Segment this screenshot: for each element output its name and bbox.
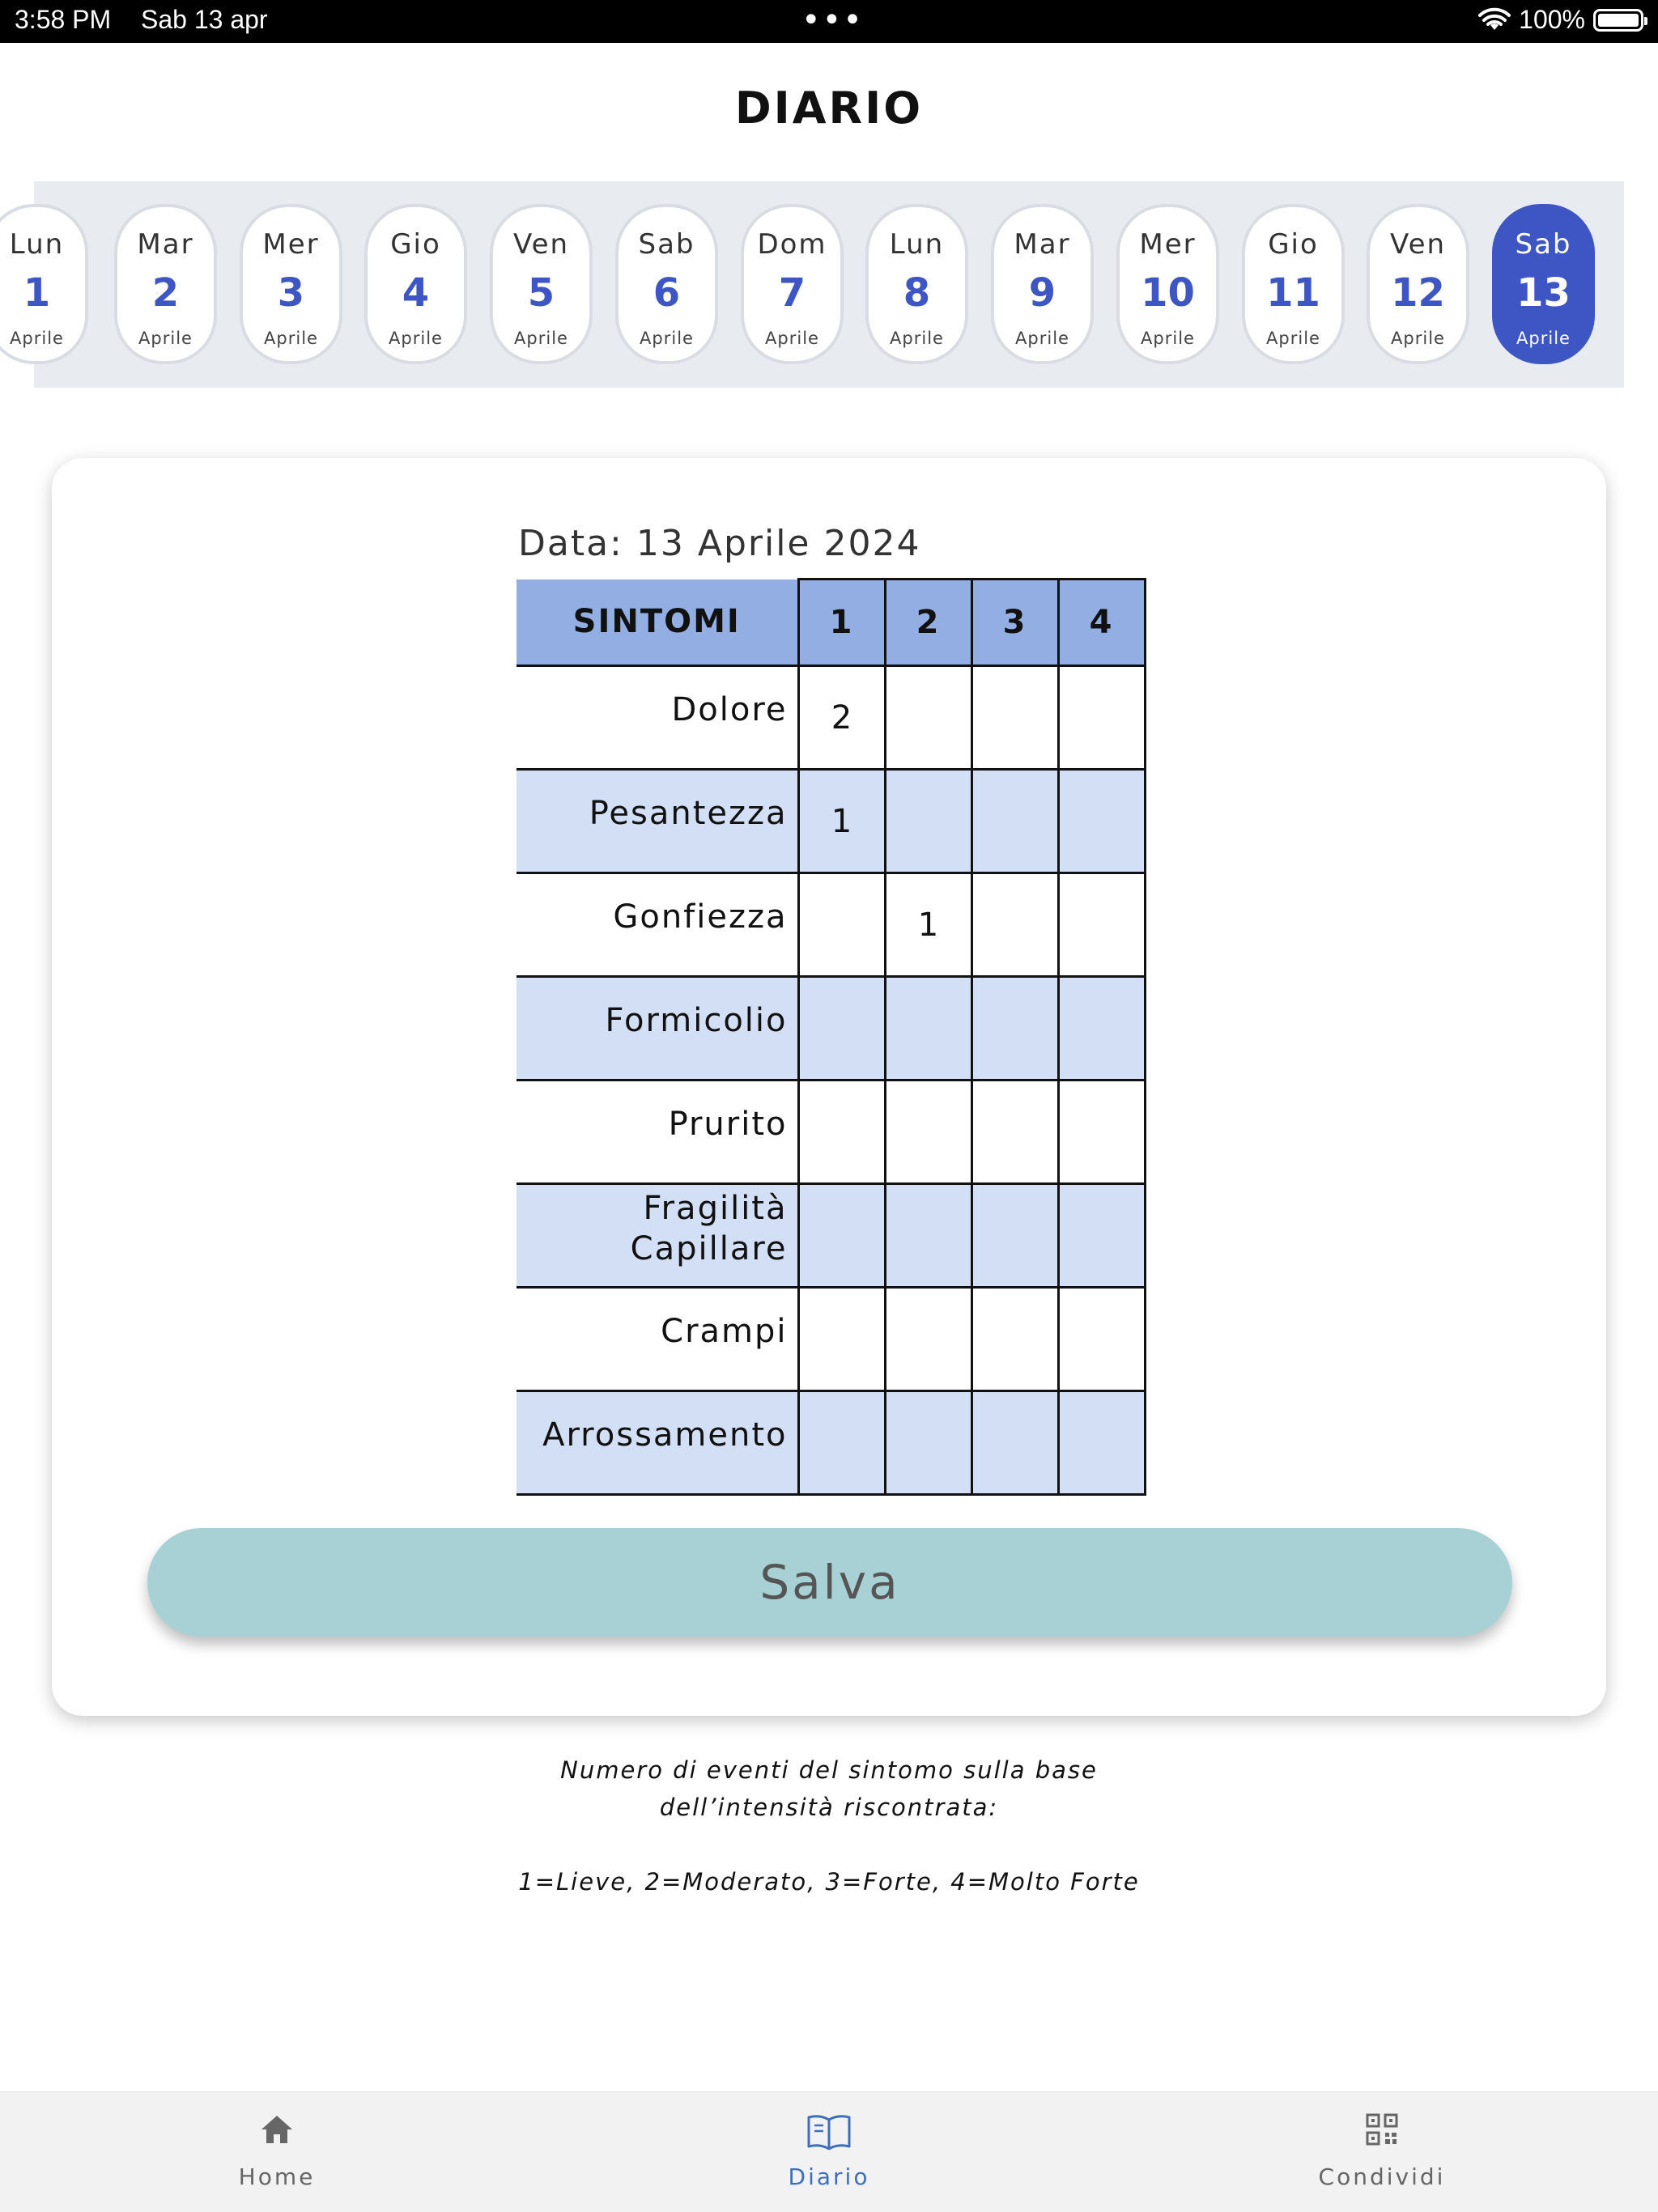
value-cell[interactable] [798,1391,885,1495]
day-pill-5[interactable] [490,204,593,364]
day-pill-2[interactable] [114,204,217,364]
day-pill-dow: Ven [512,228,570,261]
day-pill-dow: Mer [1139,228,1197,261]
battery-icon [1593,9,1643,32]
table-row-gonfiezza [517,873,1145,977]
symptom-name: Formicolio [517,977,798,1081]
symptom-name: Arrossamento [517,1391,798,1495]
day-pill-dow: Gio [1268,228,1319,261]
legend-line-2: dell’intensità riscontrata: [659,1794,999,1821]
day-pill-dow: Sab [1515,228,1572,261]
day-pill-9[interactable] [991,204,1094,364]
value-cell[interactable] [1058,1288,1145,1391]
tab-diario[interactable] [708,2092,950,2212]
open-book-icon [806,2113,852,2150]
status-time: 3:58 PM [15,5,112,34]
day-pill-number: 10 [1141,270,1195,316]
table-row-dolore [517,666,1145,770]
status-bar [0,0,1658,43]
tab-condividi-label: Condividi [1318,2163,1446,2190]
diary-date-label: Data: 13 Aprile 2024 [518,523,921,564]
home-icon [260,2113,294,2146]
day-pill-11[interactable] [1242,204,1345,364]
symptom-name: Crampi [517,1288,798,1391]
value-cell[interactable] [885,1391,971,1495]
day-pill-number: 13 [1516,270,1571,316]
day-pill-month: Aprile [264,329,318,348]
symptom-name: Dolore [517,666,798,770]
day-pill-month: Aprile [1391,329,1445,348]
tab-condividi[interactable] [1261,2092,1503,2212]
symptom-name: Prurito [517,1081,798,1184]
day-pill-dow: Mar [1014,228,1071,261]
day-pill-12[interactable] [1367,204,1469,364]
value-cell[interactable] [1058,977,1145,1081]
value-cell[interactable] [971,1391,1058,1495]
table-row-formicolio [517,977,1145,1081]
value-cell[interactable] [798,1081,885,1184]
multitasking-dots[interactable]: ••• [801,2,864,39]
wifi-icon [1478,8,1511,32]
battery-percent: 100% [1519,5,1585,34]
value-cell[interactable]: 2 [798,666,885,770]
day-pill-number: 2 [151,270,180,316]
day-pill-month: Aprile [890,329,944,348]
day-pill-13-selected[interactable] [1492,204,1595,364]
legend-line-1: Numero di eventi del sintomo sulla base [560,1756,1098,1784]
symptom-name: Fragilità Capillare [517,1184,798,1288]
status-date: Sab 13 apr [141,5,268,34]
day-pill-number: 12 [1391,270,1445,316]
day-pill-month: Aprile [640,329,694,348]
intensity-legend [0,1751,1658,1900]
diary-card [52,458,1606,1716]
bottom-tab-bar [0,2091,1658,2212]
value-cell[interactable] [798,873,885,977]
status-right [1478,5,1643,35]
header-sintomi: SINTOMI [517,580,798,666]
value-cell[interactable] [885,1184,971,1288]
value-cell[interactable] [885,977,971,1081]
value-cell[interactable] [971,873,1058,977]
header-intensity-3: 3 [971,580,1058,666]
table-row-pesantezza [517,770,1145,873]
header-intensity-2: 2 [885,580,971,666]
symptom-name: Gonfiezza [517,873,798,977]
table-row-fragilita-capillare [517,1184,1145,1288]
value-cell[interactable] [885,1288,971,1391]
value-cell[interactable] [1058,1081,1145,1184]
tab-home[interactable] [155,2092,398,2212]
day-pill-6[interactable] [615,204,718,364]
day-pill-number: 7 [778,270,806,316]
day-pill-month: Aprile [1015,329,1069,348]
day-pill-number: 8 [903,270,931,316]
page-title: DIARIO [734,83,924,134]
table-row-crampi [517,1288,1145,1391]
value-cell[interactable] [1058,666,1145,770]
table-row-prurito [517,1081,1145,1184]
day-pill-number: 9 [1028,270,1056,316]
day-pill-month: Aprile [1516,329,1571,348]
day-pill-number: 5 [527,270,555,316]
day-pill-dow: Mer [262,228,320,261]
value-cell[interactable] [971,1288,1058,1391]
value-cell[interactable] [971,666,1058,770]
header-intensity-1: 1 [798,580,885,666]
day-pill-month: Aprile [1141,329,1195,348]
value-cell[interactable] [885,1081,971,1184]
day-pill-number: 11 [1266,270,1320,316]
symptoms-table [517,578,1146,1496]
header-intensity-4: 4 [1058,580,1145,666]
day-pill-3[interactable] [240,204,342,364]
table-header-row [517,580,1145,666]
day-pill-number: 4 [402,270,430,316]
day-pill-dow: Gio [390,228,441,261]
day-pill-dow: Sab [638,228,695,261]
day-pill-number: 6 [653,270,681,316]
symptom-name: Pesantezza [517,770,798,873]
day-pill-10[interactable] [1116,204,1219,364]
day-pill-dow: Ven [1389,228,1447,261]
value-cell[interactable] [971,770,1058,873]
date-strip[interactable] [9,181,1624,388]
value-cell[interactable] [798,1184,885,1288]
day-pill-dow: Lun [889,228,945,261]
day-pill-partial[interactable]: Lun 1 Aprile [0,204,88,364]
value-cell[interactable] [971,977,1058,1081]
value-cell[interactable] [1058,873,1145,977]
value-cell[interactable] [798,1288,885,1391]
day-pill-month: Aprile [1266,329,1320,348]
value-cell[interactable] [1058,1391,1145,1495]
day-pill-8[interactable] [865,204,968,364]
tab-diario-label: Diario [788,2163,870,2190]
value-cell[interactable] [798,977,885,1081]
day-pill-month: Aprile [765,329,819,348]
legend-line-3: 1=Lieve, 2=Moderato, 3=Forte, 4=Molto Forte [518,1868,1140,1896]
save-button[interactable]: Salva [147,1528,1512,1637]
value-cell[interactable] [971,1184,1058,1288]
value-cell[interactable] [1058,1184,1145,1288]
day-pill-month: Aprile [389,329,443,348]
value-cell[interactable] [1058,770,1145,873]
value-cell[interactable]: 1 [798,770,885,873]
value-cell[interactable]: 1 [885,873,971,977]
qr-code-icon [1366,2113,1398,2146]
day-pill-dow: Mar [137,228,194,261]
day-pill-7[interactable] [741,204,844,364]
value-cell[interactable] [885,666,971,770]
day-pill-number: 3 [277,270,305,316]
tab-home-label: Home [238,2163,316,2190]
day-pill-month: Aprile [138,329,193,348]
day-pill-dow: Dom [757,228,827,261]
value-cell[interactable] [885,770,971,873]
table-row-arrossamento [517,1391,1145,1495]
value-cell[interactable] [971,1081,1058,1184]
day-pill-month: Aprile [514,329,568,348]
day-pill-4[interactable] [364,204,467,364]
